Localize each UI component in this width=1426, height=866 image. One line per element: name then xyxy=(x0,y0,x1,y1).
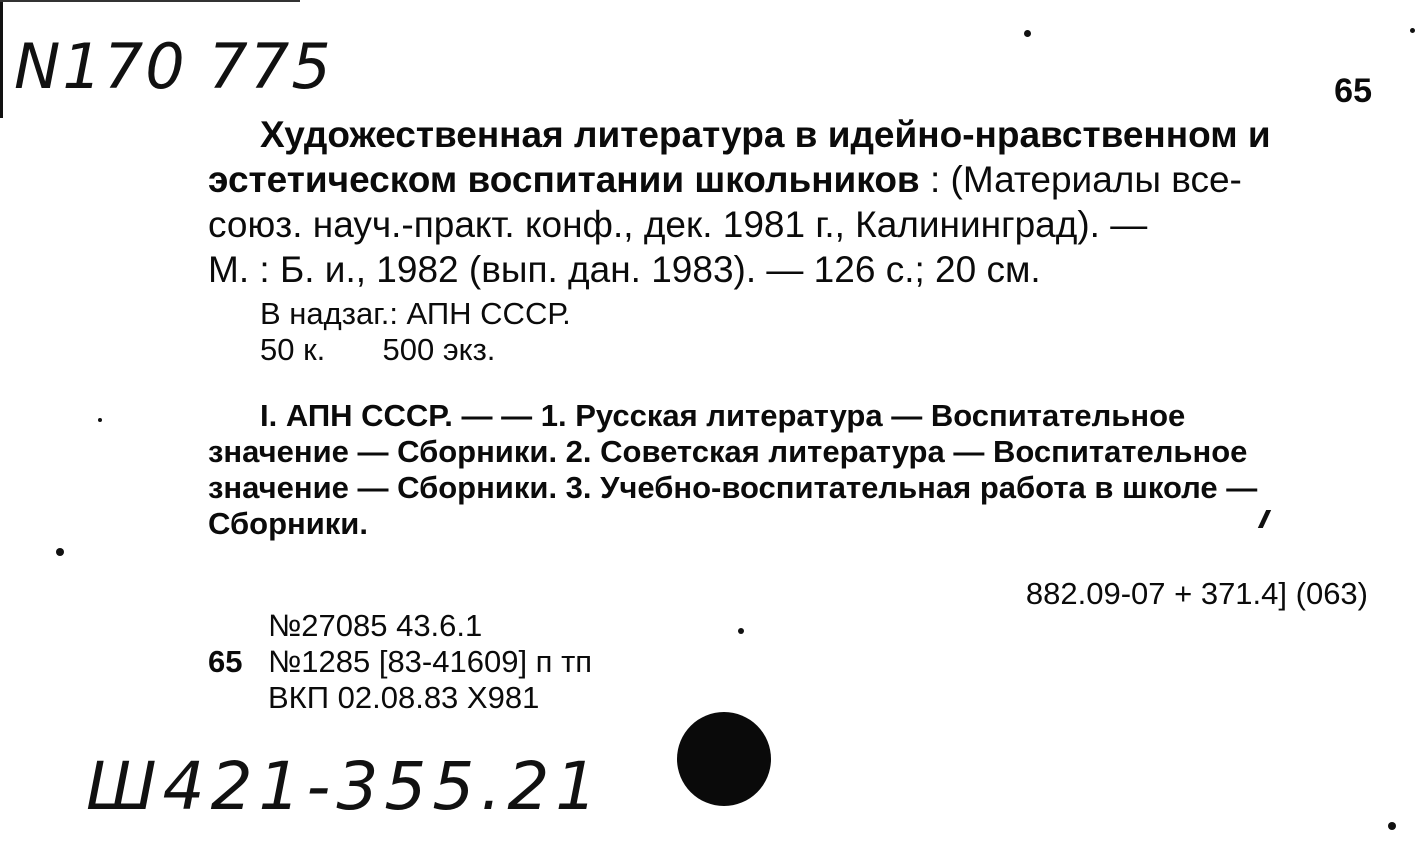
udc-index: 882.09-07 + 371.4] (063) xyxy=(1025,576,1368,611)
copies: 500 экз. xyxy=(382,332,496,367)
speck xyxy=(56,548,64,556)
price-copies xyxy=(208,332,1374,368)
subject-line-2: значение — Сборники. 2. Советская литература — Воспитательное xyxy=(208,434,1248,469)
subject-tracing xyxy=(208,398,1372,542)
handwritten-shelfmark: Ш421-355.21 xyxy=(86,748,604,825)
speck xyxy=(1388,822,1396,830)
price: 50 к. xyxy=(260,332,326,367)
registry-date: ВКП 02.08.83 Х981 xyxy=(268,680,540,715)
tech-page-number: 65 xyxy=(208,644,243,679)
speck xyxy=(1410,28,1415,33)
card-top-edge xyxy=(0,0,300,2)
speck xyxy=(1024,30,1031,37)
card-punch-hole xyxy=(677,712,771,806)
imprint-line-2: М. : Б. и., 1982 (вып. дан. 1983). — 126 с.; 20 см. xyxy=(208,249,1041,290)
title-bold xyxy=(260,112,1271,157)
bibliographic-description xyxy=(208,112,1374,368)
handwritten-inventory-number: N170 775 xyxy=(14,30,333,103)
speck xyxy=(738,628,744,634)
subject-line-1: I. АПН СССР. — — 1. Русская литература — Воспитательное xyxy=(260,398,1186,433)
imprint-line-1: союз. науч.-практ. конф., дек. 1981 г., Калининград). — xyxy=(208,204,1148,245)
heading-note: В надзаг.: АПН СССР. xyxy=(260,296,571,331)
title-line-2 xyxy=(208,157,1374,202)
tech-line-1 xyxy=(208,608,592,644)
card-number: №1285 [83-41609] п тп xyxy=(268,644,593,679)
tech-line-3 xyxy=(208,680,592,716)
technical-data xyxy=(208,608,592,716)
title-rest: : (Материалы все- xyxy=(919,159,1242,200)
card-left-edge xyxy=(0,0,3,118)
subject-line-4: Сборники. xyxy=(208,506,368,541)
title-line-1 xyxy=(208,112,1374,157)
title-bold-text: Художественная литература в идейно-нравственном и xyxy=(260,114,1271,155)
tech-line-2 xyxy=(208,644,592,680)
page-number: 65 xyxy=(1334,72,1372,110)
subject-line-3: значение — Сборники. 3. Учебно-воспитательная работа в школе — xyxy=(208,470,1258,505)
speck xyxy=(98,418,102,422)
order-number: №27085 43.6.1 xyxy=(268,608,483,643)
title-bold-cont: эстетическом воспитании школьников xyxy=(208,159,920,200)
